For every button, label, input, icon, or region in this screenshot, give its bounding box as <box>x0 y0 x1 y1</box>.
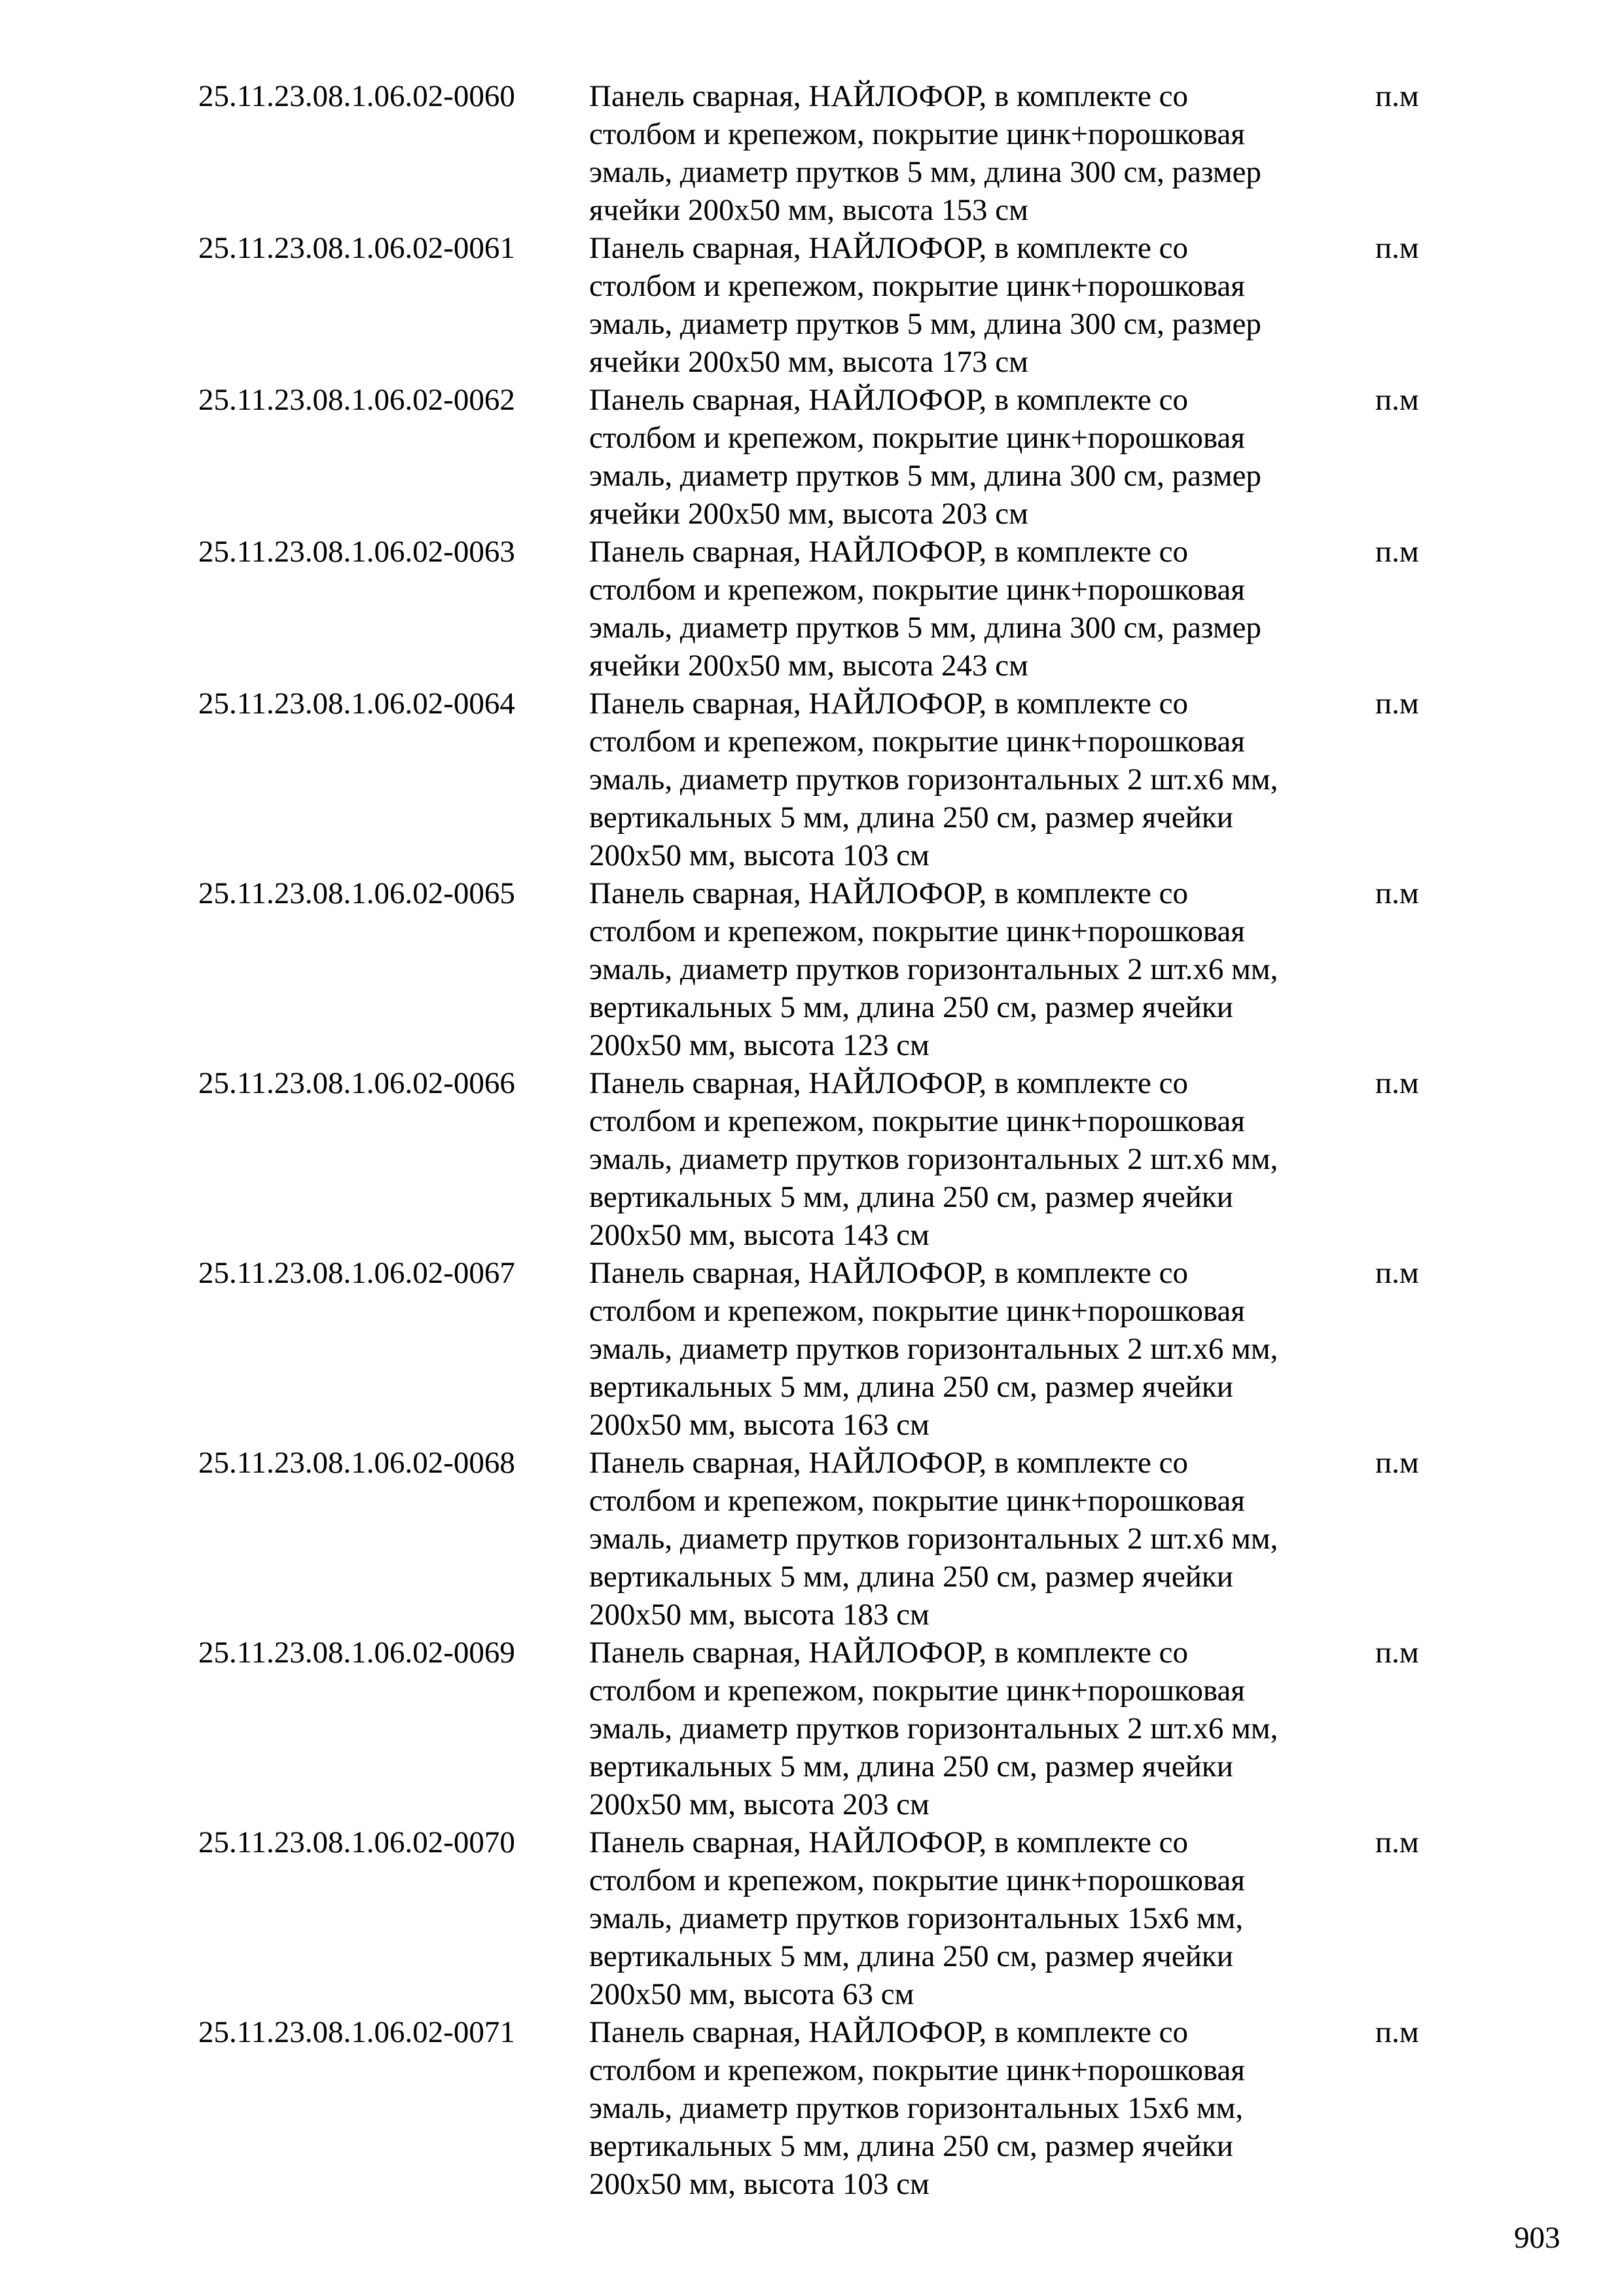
item-unit: п.м <box>1375 1446 1419 1480</box>
list-item <box>0 1634 1624 1823</box>
item-code: 25.11.23.08.1.06.02-0063 <box>198 535 515 569</box>
list-item <box>0 533 1624 685</box>
item-code: 25.11.23.08.1.06.02-0066 <box>198 1066 515 1100</box>
item-description: Панель сварная, НАЙЛОФОР, в комплекте со столбом и крепежом, покрытие цинк+порошковая эмаль, диаметр прутков горизонтальных 2 шт.х6 мм, вертикальных 5 мм, длина 250 см, размер ячейки 200х50 мм, высота 123 см <box>589 876 1278 1062</box>
item-description: Панель сварная, НАЙЛОФОР, в комплекте со столбом и крепежом, покрытие цинк+порошковая эмаль, диаметр прутков горизонтальных 15х6 мм, вертикальных 5 мм, длина 250 см, размер ячейки 200х50 мм, высота 103 см <box>589 2015 1245 2201</box>
list-item <box>0 381 1624 533</box>
item-code: 25.11.23.08.1.06.02-0071 <box>198 2015 515 2049</box>
item-description: Панель сварная, НАЙЛОФОР, в комплекте со столбом и крепежом, покрытие цинк+порошковая эмаль, диаметр прутков 5 мм, длина 300 см, размер ячейки 200х50 мм, высота 173 см <box>589 231 1261 379</box>
item-code: 25.11.23.08.1.06.02-0067 <box>198 1256 515 1290</box>
item-unit: п.м <box>1375 1256 1419 1290</box>
item-code: 25.11.23.08.1.06.02-0064 <box>198 687 515 721</box>
item-code: 25.11.23.08.1.06.02-0062 <box>198 383 515 417</box>
item-unit: п.м <box>1375 79 1419 113</box>
list-item <box>0 1444 1624 1634</box>
item-description: Панель сварная, НАЙЛОФОР, в комплекте со столбом и крепежом, покрытие цинк+порошковая эмаль, диаметр прутков горизонтальных 2 шт.х6 мм, вертикальных 5 мм, длина 250 см, размер ячейки 200х50 мм, высота 183 см <box>589 1446 1278 1632</box>
price-list-rows <box>0 77 1624 2203</box>
item-unit: п.м <box>1375 1825 1419 1859</box>
list-item <box>0 77 1624 229</box>
list-item <box>0 1254 1624 1444</box>
item-description: Панель сварная, НАЙЛОФОР, в комплекте со столбом и крепежом, покрытие цинк+порошковая эмаль, диаметр прутков горизонтальных 15х6 мм, вертикальных 5 мм, длина 250 см, размер ячейки 200х50 мм, высота 63 см <box>589 1825 1245 2011</box>
item-unit: п.м <box>1375 231 1419 265</box>
list-item <box>0 1064 1624 1254</box>
item-description: Панель сварная, НАЙЛОФОР, в комплекте со столбом и крепежом, покрытие цинк+порошковая эмаль, диаметр прутков горизонтальных 2 шт.х6 мм, вертикальных 5 мм, длина 250 см, размер ячейки 200х50 мм, высота 163 см <box>589 1256 1278 1442</box>
list-item <box>0 2013 1624 2203</box>
list-item <box>0 685 1624 874</box>
item-description: Панель сварная, НАЙЛОФОР, в комплекте со столбом и крепежом, покрытие цинк+порошковая эмаль, диаметр прутков 5 мм, длина 300 см, размер ячейки 200х50 мм, высота 243 см <box>589 535 1261 683</box>
item-description: Панель сварная, НАЙЛОФОР, в комплекте со столбом и крепежом, покрытие цинк+порошковая эмаль, диаметр прутков горизонтальных 2 шт.х6 мм, вертикальных 5 мм, длина 250 см, размер ячейки 200х50 мм, высота 103 см <box>589 687 1278 872</box>
item-code: 25.11.23.08.1.06.02-0070 <box>198 1825 515 1859</box>
item-code: 25.11.23.08.1.06.02-0069 <box>198 1636 515 1670</box>
list-item <box>0 229 1624 381</box>
item-unit: п.м <box>1375 383 1419 417</box>
item-code: 25.11.23.08.1.06.02-0060 <box>198 79 515 113</box>
item-unit: п.м <box>1375 1636 1419 1670</box>
list-item <box>0 874 1624 1064</box>
item-code: 25.11.23.08.1.06.02-0068 <box>198 1446 515 1480</box>
item-unit: п.м <box>1375 876 1419 910</box>
item-unit: п.м <box>1375 1066 1419 1100</box>
item-unit: п.м <box>1375 535 1419 569</box>
item-description: Панель сварная, НАЙЛОФОР, в комплекте со столбом и крепежом, покрытие цинк+порошковая эмаль, диаметр прутков горизонтальных 2 шт.х6 мм, вертикальных 5 мм, длина 250 см, размер ячейки 200х50 мм, высота 203 см <box>589 1636 1278 1821</box>
item-unit: п.м <box>1375 2015 1419 2049</box>
item-description: Панель сварная, НАЙЛОФОР, в комплекте со столбом и крепежом, покрытие цинк+порошковая эмаль, диаметр прутков 5 мм, длина 300 см, размер ячейки 200х50 мм, высота 153 см <box>589 79 1261 227</box>
item-description: Панель сварная, НАЙЛОФОР, в комплекте со столбом и крепежом, покрытие цинк+порошковая эмаль, диаметр прутков 5 мм, длина 300 см, размер ячейки 200х50 мм, высота 203 см <box>589 383 1261 531</box>
item-description: Панель сварная, НАЙЛОФОР, в комплекте со столбом и крепежом, покрытие цинк+порошковая эмаль, диаметр прутков горизонтальных 2 шт.х6 мм, вертикальных 5 мм, длина 250 см, размер ячейки 200х50 мм, высота 143 см <box>589 1066 1278 1252</box>
item-unit: п.м <box>1375 687 1419 721</box>
list-item <box>0 1823 1624 2013</box>
item-code: 25.11.23.08.1.06.02-0065 <box>198 876 515 910</box>
page-number: 903 <box>1514 2221 1561 2255</box>
item-code: 25.11.23.08.1.06.02-0061 <box>198 231 515 265</box>
